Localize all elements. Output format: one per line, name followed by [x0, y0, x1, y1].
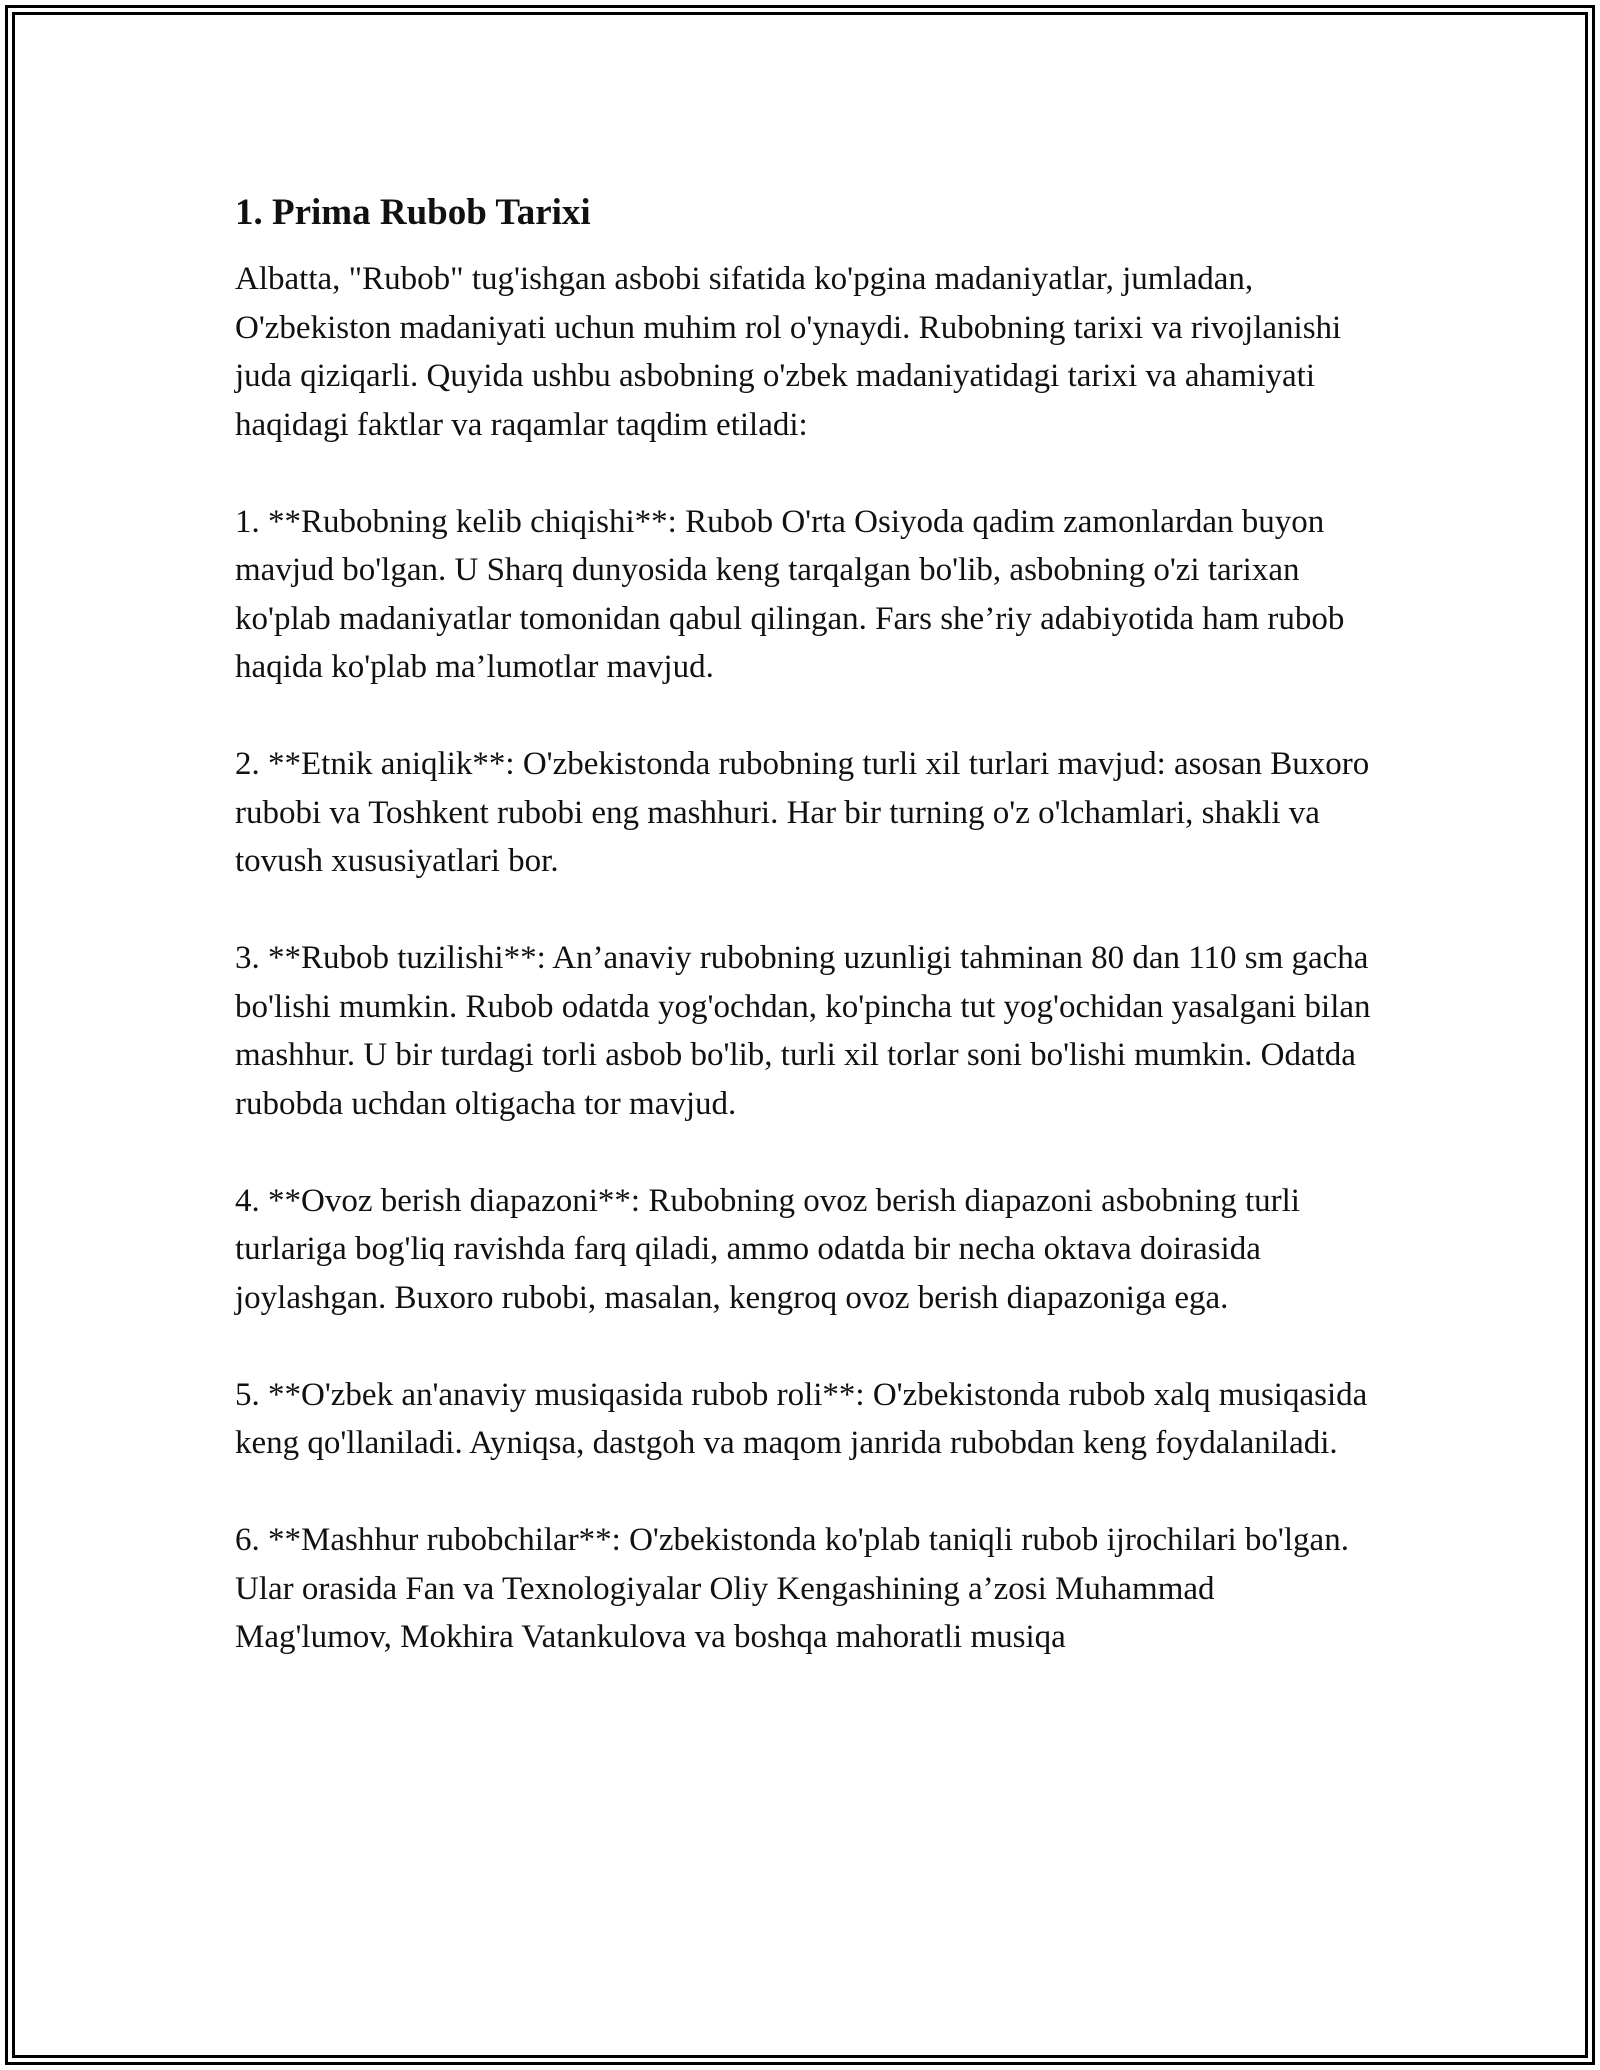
- paragraph-famous-players: 6. **Mashhur rubobchilar**: O'zbekistonda ko'plab taniqli rubob ijrochilari bo'lgan. Ular orasida Fan va Texnologiyalar Oliy Kengashining a’zosi Muhammad Mag'lumov, Mokhira Vatankulova va boshqa mahoratli musiqa: [235, 1522, 1349, 1655]
- document-heading: 1. Prima Rubob Tarixi: [235, 192, 591, 233]
- intro-paragraph: Albatta, "Rubob" tug'ishgan asbobi sifatida ko'pgina madaniyatlar, jumladan, O'zbekiston madaniyati uchun muhim rol o'ynaydi. Rubobning tarixi va rivojlanishi juda qiziqarli. Quyida ushbu asbobning o'zbek madaniyatidagi tarixi va ahamiyati haqidagi faktlar va raqamlar taqdim etiladi:: [235, 261, 1342, 443]
- paragraph-origin: 1. **Rubobning kelib chiqishi**: Rubob O'rta Osiyoda qadim zamonlardan buyon mavjud bo'lgan. U Sharq dunyosida keng tarqalgan bo'lib, asbobning o'zi tarixan ko'plab madaniyatlar tomonidan qabul qilingan. Fars she’riy adabiyotida ham rubob haqida ko'plab ma’lumotlar mavjud.: [235, 503, 1345, 685]
- paragraph-ethnic-accuracy: 2. **Etnik aniqlik**: O'zbekistonda rubobning turli xil turlari mavjud: asosan Buxoro rubobi va Toshkent rubobi eng mashhuri. Har bir turning o'z o'lchamlari, shakli va tovush xususiyatlari bor.: [235, 746, 1370, 879]
- document-body: [235, 185, 1375, 1710]
- paragraph-voice-range: 4. **Ovoz berish diapazoni**: Rubobning ovoz berish diapazoni asbobning turli turlariga bog'liq ravishda farq qiladi, ammo odatda bir necha oktava doirasida joylashgan. Buxoro rubobi, masalan, kengroq ovoz berish diapazoniga ega.: [235, 1182, 1300, 1316]
- paragraph-structure: 3. **Rubob tuzilishi**: An’anaviy rubobning uzunligi tahminan 80 dan 110 sm gacha bo'lishi mumkin. Rubob odatda yog'ochdan, ko'pincha tut yog'ochidan yasalgani bilan mashhur. U bir turdagi torli asbob bo'lib, turli xil torlar soni bo'lishi mumkin. Odatda rubobda uchdan oltigacha tor mavjud.: [235, 940, 1371, 1122]
- paragraph-traditional-music-role: 5. **O'zbek an'anaviy musiqasida rubob roli**: O'zbekistonda rubob xalq musiqasida keng qo'llaniladi. Ayniqsa, dastgoh va maqom janrida rubobdan keng foydalaniladi.: [235, 1376, 1368, 1461]
